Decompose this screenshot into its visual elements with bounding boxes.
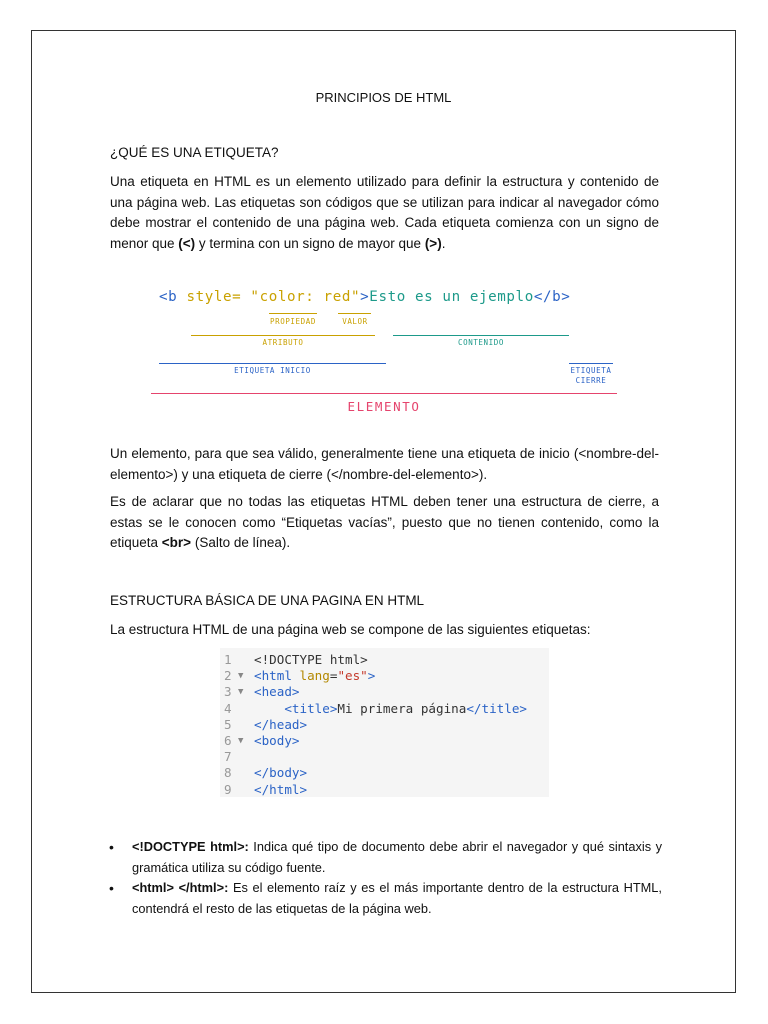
code-close-tag: </b>: [533, 289, 571, 305]
document-page: [31, 30, 736, 993]
diagram-code-example: [159, 289, 570, 305]
paragraph-text: y termina con un signo de mayor que: [195, 235, 425, 251]
page-title: PRINCIPIOS DE HTML: [315, 90, 452, 105]
fold-arrow-icon[interactable]: ▼: [238, 687, 244, 698]
line-number: 3: [224, 684, 232, 700]
elemento-underline: [151, 393, 617, 394]
code-text: [254, 733, 300, 749]
br-tag-mention: <br>: [161, 535, 192, 550]
label-etiqueta-cierre-line2: CIERRE: [575, 376, 607, 385]
label-etiqueta-cierre: [563, 366, 619, 386]
fold-arrow-icon[interactable]: ▼: [238, 736, 244, 746]
code-tag: </body>: [254, 765, 308, 781]
code-block: [220, 648, 549, 797]
label-valor: VALOR: [342, 317, 368, 326]
code-text-content: Mi primera página: [337, 700, 467, 716]
line-number: 4: [224, 700, 232, 716]
code-tag: <title>: [284, 700, 338, 716]
code-tag: <html: [254, 668, 300, 684]
bullet-dot: •: [109, 880, 114, 896]
propiedad-underline: [269, 313, 317, 314]
label-elemento: ELEMENTO: [347, 399, 421, 414]
section-heading-etiqueta: ¿QUÉ ES UNA ETIQUETA?: [110, 145, 279, 160]
label-propiedad: PROPIEDAD: [269, 317, 317, 326]
etiqueta-inicio-underline: [159, 363, 386, 364]
list-item: [109, 878, 662, 919]
code-content: Esto es un ejemplo: [369, 289, 534, 305]
code-tag: <body>: [254, 733, 300, 748]
bullet-text: Indica qué tipo de documento debe abrir el navegador y qué sintaxis y gramática utiliza su código fuente.: [132, 839, 662, 875]
code-tag: <!DOCTYPE html>: [254, 652, 368, 667]
line-number: 1: [224, 652, 232, 667]
code-indent: [254, 701, 284, 716]
paragraph-estructura-intro: La estructura HTML de una página web se compone de las siguientes etiquetas:: [110, 622, 591, 637]
bullet-term: <!DOCTYPE html>:: [132, 839, 249, 854]
code-tag: </html>: [254, 781, 308, 797]
code-equals: =: [329, 668, 338, 684]
code-tag: </title>: [466, 700, 527, 716]
list-item: [109, 837, 662, 878]
paragraph-text: Una etiqueta en HTML es un elemento utilizado para definir la estructura y contenido de una página web. Las etiquetas son códigos que se utilizan para indicar al navegador cómo debe mostrar el contenido de una página web. Cada etiqueta comienza con un signo de menor que: [110, 174, 659, 251]
bullet-text: Es el elemento raíz y es el más importante dentro de la estructura HTML, contendrá el resto de las etiquetas de la página web.: [132, 880, 662, 916]
code-tag: >: [367, 668, 376, 684]
code-text: [254, 684, 300, 700]
paragraph-text: .: [441, 235, 446, 251]
line-number: 6: [224, 733, 232, 748]
paragraph-etiquetas-vacias: [110, 492, 659, 554]
bullet-list: [109, 837, 662, 919]
line-number: 5: [224, 716, 232, 732]
section-heading-estructura: ESTRUCTURA BÁSICA DE UNA PAGINA EN HTML: [110, 593, 425, 608]
paragraph-text: (Salto de línea).: [191, 535, 291, 550]
code-text: [254, 782, 307, 798]
paragraph-etiqueta-definition: [110, 172, 659, 254]
label-etiqueta-inicio: ETIQUETA INICIO: [234, 366, 311, 375]
code-open-tag-end: >: [360, 289, 370, 305]
code-tag: </head>: [254, 716, 308, 732]
code-text: [254, 668, 375, 684]
valor-underline: [338, 313, 371, 314]
paragraph-elemento-valido: Un elemento, para que sea válido, generalmente tiene una etiqueta de inicio (<nombre-del-elemento>) y una etiqueta de cierre (</nombre-del-elemento>).: [110, 446, 659, 482]
code-tag: <head>: [254, 684, 300, 700]
line-number: 8: [224, 765, 232, 781]
greater-than-sign: (>): [424, 235, 442, 251]
atributo-underline: [191, 335, 375, 336]
code-text: [254, 717, 307, 733]
code-open-tag: <b: [159, 289, 187, 305]
code-string: "es": [337, 668, 368, 684]
code-text: [254, 652, 368, 668]
line-number: 7: [224, 749, 232, 765]
code-attribute: style= "color: red": [186, 289, 361, 305]
code-text: [254, 765, 307, 781]
line-number: 9: [224, 781, 232, 797]
code-attribute: lang: [299, 668, 330, 684]
code-text: [254, 701, 527, 717]
paragraph-text: Es de aclarar que no todas las etiquetas HTML deben tener una estructura de cierre, a estas se le conocen como “Etiquetas vacías”, puesto que no tienen contenido, como la etiqueta: [110, 494, 659, 550]
line-number: 2: [224, 668, 232, 684]
label-contenido: CONTENIDO: [457, 338, 505, 347]
less-than-sign: (<): [178, 235, 196, 251]
bullet-term: <html> </html>:: [132, 880, 229, 895]
bullet-dot: •: [109, 839, 114, 855]
contenido-underline: [393, 335, 569, 336]
etiqueta-cierre-underline: [569, 363, 613, 364]
label-etiqueta-cierre-line1: ETIQUETA: [570, 366, 612, 375]
label-atributo: ATRIBUTO: [262, 338, 304, 347]
fold-arrow-icon[interactable]: ▼: [238, 671, 244, 682]
